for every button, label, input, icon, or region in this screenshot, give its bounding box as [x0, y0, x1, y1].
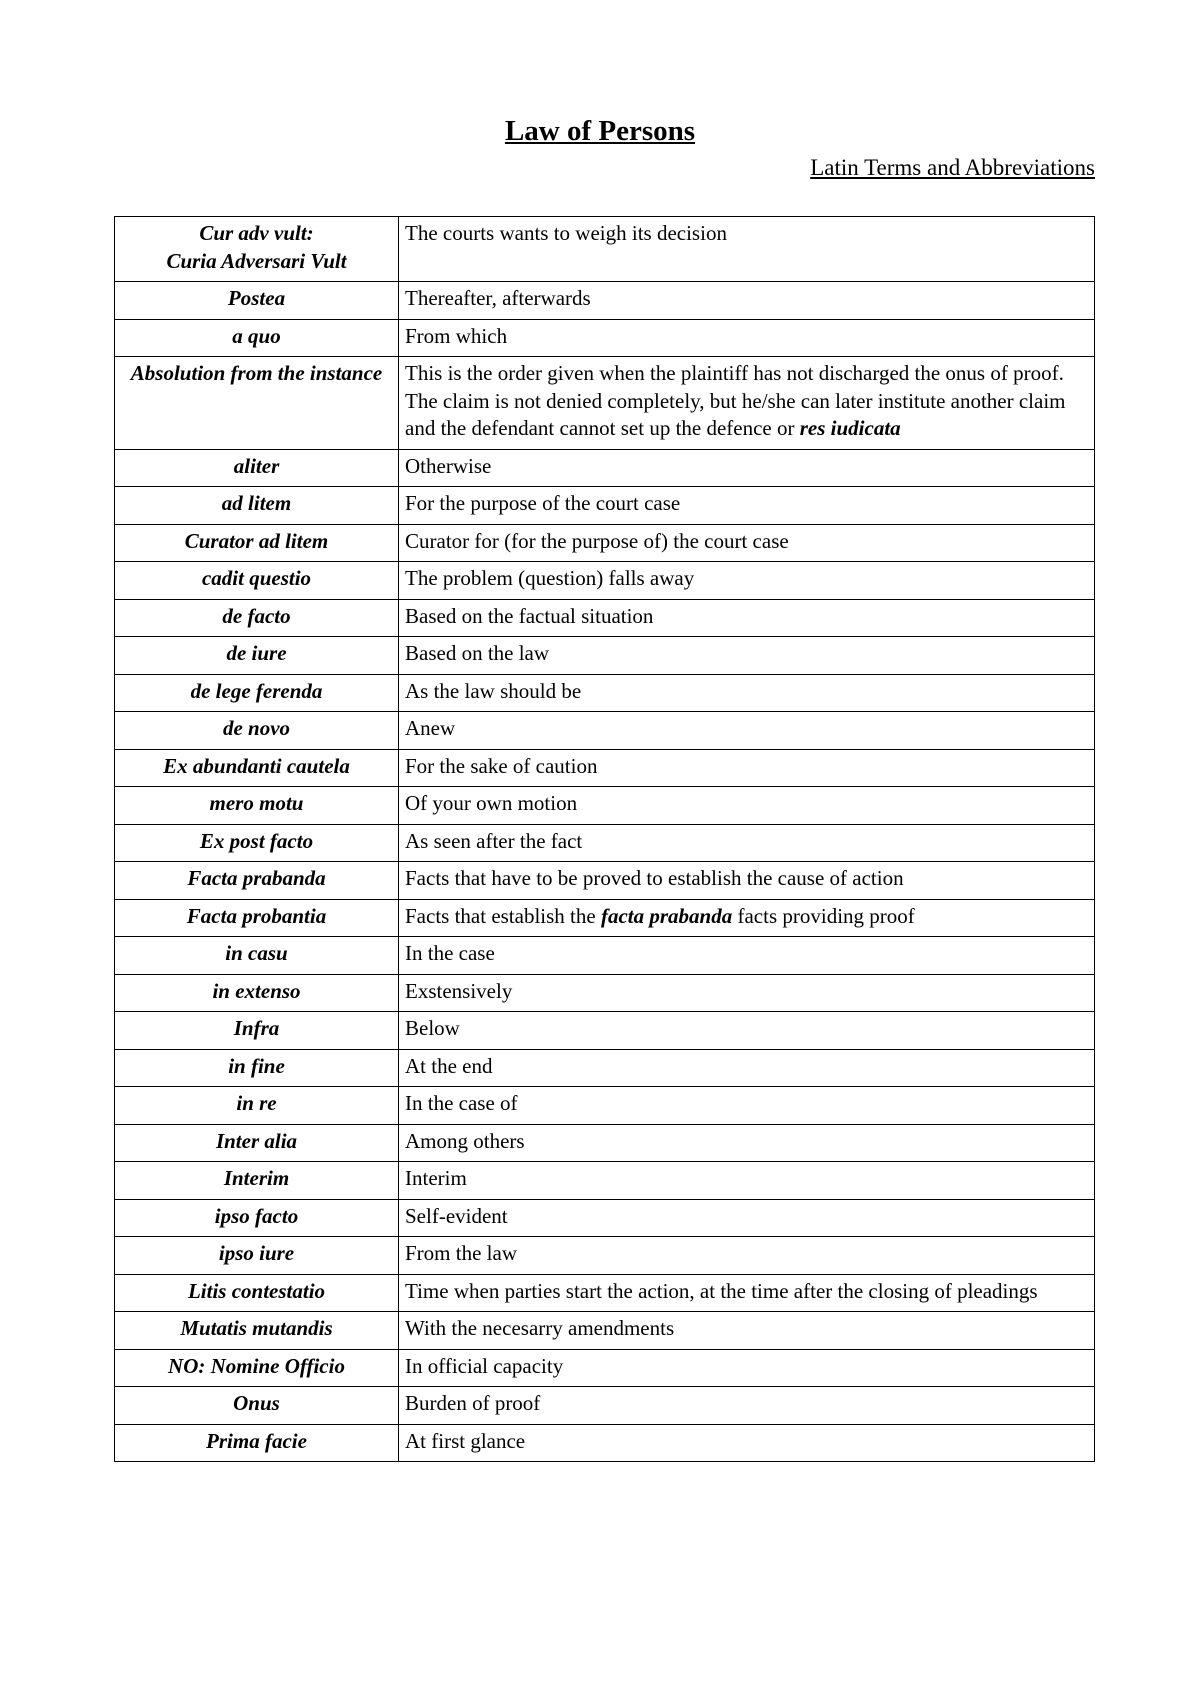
term-cell: Inter alia — [115, 1124, 399, 1162]
table-row — [115, 1199, 1095, 1237]
term-cell: in extenso — [115, 974, 399, 1012]
term-cell: Ex abundanti cautela — [115, 749, 399, 787]
term-cell: Postea — [115, 282, 399, 320]
terms-table — [114, 216, 1095, 1462]
table-row — [115, 712, 1095, 750]
meaning-cell: Thereafter, afterwards — [399, 282, 1095, 320]
meaning-cell: Facts that have to be proved to establish the cause of action — [399, 862, 1095, 900]
term-cell: Onus — [115, 1387, 399, 1425]
term-cell: Facta probantia — [115, 899, 399, 937]
term-text: Cur adv vult: — [199, 221, 314, 245]
table-row — [115, 1162, 1095, 1200]
table-row — [115, 974, 1095, 1012]
term-cell: de lege ferenda — [115, 674, 399, 712]
meaning-cell: Otherwise — [399, 449, 1095, 487]
meaning-cell: Anew — [399, 712, 1095, 750]
term-cell: Interim — [115, 1162, 399, 1200]
table-row — [115, 487, 1095, 525]
term-text-line2: Curia Adversari Vult — [166, 248, 347, 273]
term-cell: cadit questio — [115, 562, 399, 600]
table-row — [115, 937, 1095, 975]
meaning-cell: Curator for (for the purpose of) the court case — [399, 524, 1095, 562]
term-cell: a quo — [115, 319, 399, 357]
term-cell: Litis contestatio — [115, 1274, 399, 1312]
term-cell: de novo — [115, 712, 399, 750]
term-cell: in re — [115, 1087, 399, 1125]
table-row — [115, 524, 1095, 562]
table-row — [115, 787, 1095, 825]
meaning-cell: Among others — [399, 1124, 1095, 1162]
term-cell: in fine — [115, 1049, 399, 1087]
meaning-text-after: facts providing proof — [737, 903, 915, 928]
meaning-cell: Based on the law — [399, 637, 1095, 675]
term-cell: in casu — [115, 937, 399, 975]
table-row — [115, 1349, 1095, 1387]
table-row — [115, 1387, 1095, 1425]
meaning-text: The courts wants to weigh its decision — [405, 221, 727, 245]
page-title: Law of Persons — [504, 115, 696, 147]
table-row — [115, 1049, 1095, 1087]
table-row — [115, 357, 1095, 450]
table-row — [115, 599, 1095, 637]
table-row — [115, 1312, 1095, 1350]
meaning-cell: Below — [399, 1012, 1095, 1050]
meaning-cell: Self-evident — [399, 1199, 1095, 1237]
table-row — [115, 824, 1095, 862]
meaning-cell: From which — [399, 319, 1095, 357]
table-row — [115, 1237, 1095, 1275]
meaning-cell — [399, 357, 1095, 450]
term-cell: ad litem — [115, 487, 399, 525]
meaning-cell: At the end — [399, 1049, 1095, 1087]
meaning-cell: From the law — [399, 1237, 1095, 1275]
term-cell: ipso iure — [115, 1237, 399, 1275]
table-row — [115, 674, 1095, 712]
table-row — [115, 1124, 1095, 1162]
term-cell: de facto — [115, 599, 399, 637]
table-row — [115, 1012, 1095, 1050]
table-row — [115, 562, 1095, 600]
meaning-cell: Exstensively — [399, 974, 1095, 1012]
meaning-cell: In official capacity — [399, 1349, 1095, 1387]
page-subtitle: Latin Terms and Abbreviations — [810, 155, 1095, 180]
meaning-cell: With the necesarry amendments — [399, 1312, 1095, 1350]
meaning-cell — [399, 217, 1095, 282]
table-row — [115, 319, 1095, 357]
meaning-cell: Burden of proof — [399, 1387, 1095, 1425]
table-row — [115, 282, 1095, 320]
meaning-cell: Of your own motion — [399, 787, 1095, 825]
table-row — [115, 217, 1095, 282]
term-cell: Facta prabanda — [115, 862, 399, 900]
table-row — [115, 637, 1095, 675]
meaning-text: Facts that establish the — [405, 903, 596, 928]
meaning-cell: For the sake of caution — [399, 749, 1095, 787]
term-cell: ipso facto — [115, 1199, 399, 1237]
term-cell: Ex post facto — [115, 824, 399, 862]
meaning-text: This is the order given when the plaintiff has not discharged the onus of proof. The claim is not denied completely, but he/she can later institute another claim and the defendant cannot set up the defence or — [405, 361, 1066, 440]
meaning-cell — [399, 899, 1095, 937]
table-row — [115, 749, 1095, 787]
meaning-cell: At first glance — [399, 1424, 1095, 1462]
table-row — [115, 1274, 1095, 1312]
table-row — [115, 862, 1095, 900]
meaning-cell: In the case — [399, 937, 1095, 975]
term-cell — [115, 217, 399, 282]
terms-table-body — [115, 217, 1095, 1462]
meaning-cell: As seen after the fact — [399, 824, 1095, 862]
meaning-cell: In the case of — [399, 1087, 1095, 1125]
term-cell: Infra — [115, 1012, 399, 1050]
meaning-cell: Time when parties start the action, at the time after the closing of pleadings — [399, 1274, 1095, 1312]
meaning-emphasis: facta prabanda — [600, 903, 733, 928]
term-cell: NO: Nomine Officio — [115, 1349, 399, 1387]
meaning-cell: The problem (question) falls away — [399, 562, 1095, 600]
term-cell: Prima facie — [115, 1424, 399, 1462]
meaning-cell: Based on the factual situation — [399, 599, 1095, 637]
table-row — [115, 449, 1095, 487]
table-row — [115, 1424, 1095, 1462]
term-cell: Absolution from the instance — [115, 357, 399, 450]
meaning-cell: For the purpose of the court case — [399, 487, 1095, 525]
table-row — [115, 1087, 1095, 1125]
term-cell: de iure — [115, 637, 399, 675]
meaning-cell: Interim — [399, 1162, 1095, 1200]
term-cell: mero motu — [115, 787, 399, 825]
term-cell: aliter — [115, 449, 399, 487]
table-row — [115, 899, 1095, 937]
meaning-cell: As the law should be — [399, 674, 1095, 712]
term-cell: Curator ad litem — [115, 524, 399, 562]
meaning-emphasis: res iudicata — [799, 416, 901, 440]
term-cell: Mutatis mutandis — [115, 1312, 399, 1350]
